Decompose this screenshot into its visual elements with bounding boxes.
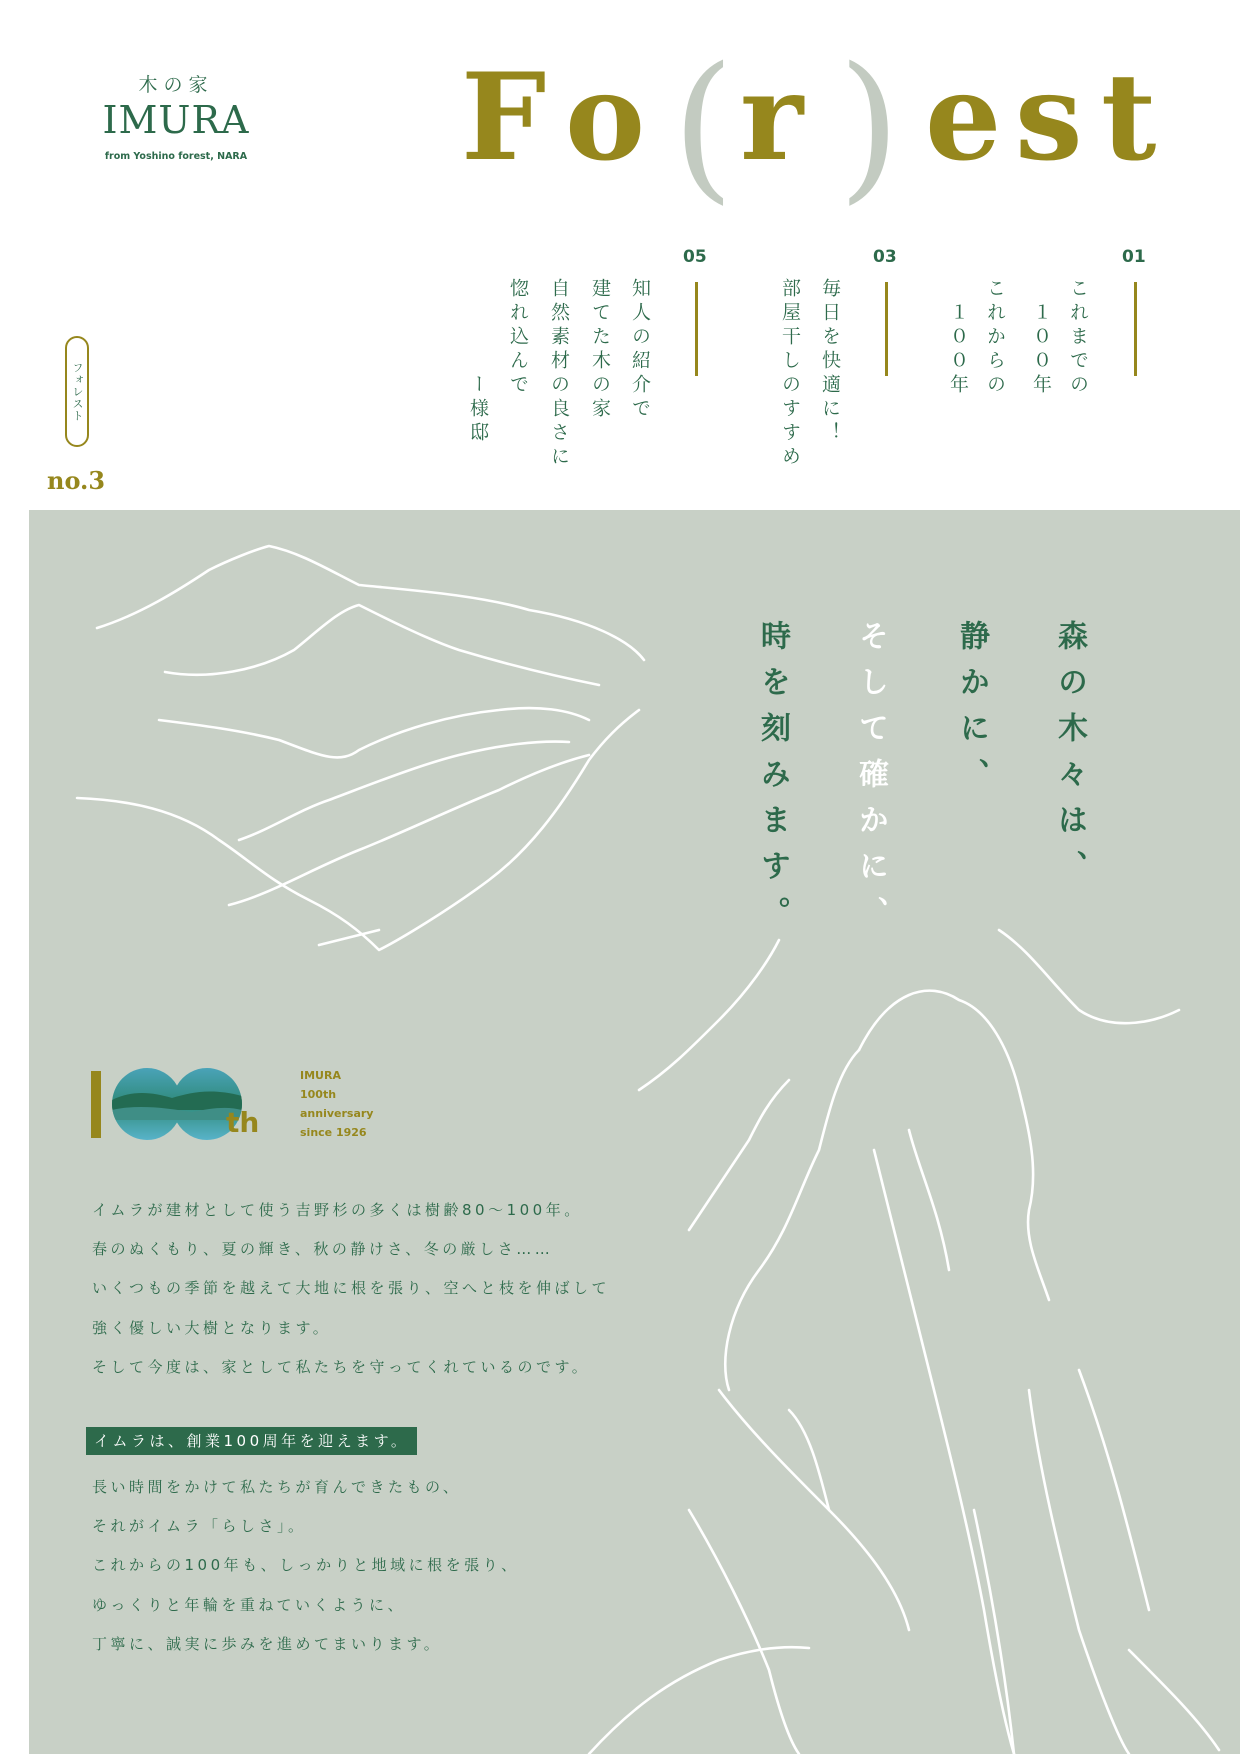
highlight-banner: イムラは、創業100周年を迎えます。 bbox=[86, 1427, 417, 1455]
paragraph2-line-4: ゆっくりと年輪を重ねていくように、 bbox=[92, 1596, 406, 1614]
toc-divider bbox=[885, 282, 888, 376]
toc-02-line-2: １００年 bbox=[947, 278, 969, 398]
masthead-letter-s: s bbox=[1015, 47, 1083, 188]
toc-05-line-5: ー様邸 bbox=[467, 278, 489, 446]
masthead-letter-o: o bbox=[565, 47, 646, 188]
masthead-letter-e: e bbox=[925, 47, 1002, 188]
toc-05-line-3: 自然素材の良さに bbox=[548, 278, 570, 470]
paragraph2-line-1: 長い時間をかけて私たちが育んできたもの、 bbox=[92, 1478, 462, 1496]
paragraph1-line-2: 春のぬくもり、夏の輝き、秋の静けさ、冬の厳しさ…… bbox=[92, 1240, 554, 1258]
badge-th-mark: th bbox=[226, 1106, 260, 1139]
masthead-letter-f: F bbox=[461, 47, 547, 188]
toc-05-line-2: 建てた木の家 bbox=[589, 278, 611, 422]
masthead-letter-r: r bbox=[740, 47, 804, 188]
toc-divider bbox=[695, 282, 698, 376]
toc-03-line-2: 部屋干しのすすめ bbox=[779, 278, 801, 470]
toc-02-line-1: これからの bbox=[984, 278, 1006, 398]
masthead-paren-close: ) bbox=[838, 32, 901, 219]
headline-line-4: 時を刻みます。 bbox=[755, 620, 790, 942]
issue-number: no.3 bbox=[47, 466, 106, 495]
paragraph2-line-5: 丁寧に、誠実に歩みを進めてまいります。 bbox=[92, 1635, 443, 1653]
badge-line-1: IMURA bbox=[300, 1069, 341, 1082]
logo-subtitle: from Yoshino forest, NARA bbox=[104, 151, 248, 162]
badge-digit-one bbox=[91, 1071, 101, 1138]
paragraph1-line-4: 強く優しい大樹となります。 bbox=[92, 1319, 332, 1337]
toc-number-01: 01 bbox=[1122, 247, 1146, 267]
paragraph1-line-3: いくつもの季節を越えて大地に根を張り、空へと枝を伸ばして bbox=[92, 1279, 611, 1297]
badge-line-3: anniversary bbox=[300, 1107, 374, 1120]
badge-line-4: since 1926 bbox=[300, 1126, 367, 1139]
badge-line-2: 100th bbox=[300, 1088, 337, 1101]
toc-05-line-1: 知人の紹介で bbox=[629, 278, 651, 422]
forest-tag: フォレスト bbox=[65, 336, 89, 447]
toc-03-line-1: 毎日を快適に！ bbox=[819, 278, 841, 446]
toc-01-line-2: １００年 bbox=[1030, 278, 1052, 398]
headline-line-1: 森の木々は、 bbox=[1052, 620, 1087, 896]
paragraph2-line-3: これからの100年も、しっかりと地域に根を張り、 bbox=[92, 1556, 520, 1574]
toc-number-03: 03 bbox=[873, 247, 897, 267]
toc-01-line-1: これまでの bbox=[1067, 278, 1089, 398]
badge-text bbox=[300, 1066, 373, 1142]
logo-kanji: 木の家 bbox=[138, 74, 214, 96]
toc-number-05: 05 bbox=[683, 247, 707, 267]
paragraph1-line-5: そして今度は、家として私たちを守ってくれているのです。 bbox=[92, 1358, 591, 1376]
headline-line-3: そして確かに、 bbox=[853, 620, 888, 942]
paragraph2-line-2: それがイムラ「らしさ」。 bbox=[92, 1517, 307, 1535]
badge-zero-zero-icon bbox=[112, 1068, 242, 1140]
masthead-paren-open: ( bbox=[672, 32, 735, 219]
masthead-letter-t: t bbox=[1101, 47, 1157, 188]
toc-divider bbox=[1134, 282, 1137, 376]
logo-name: IMURA bbox=[102, 98, 250, 142]
paragraph1-line-1: イムラが建材として使う吉野杉の多くは樹齢80～100年。 bbox=[92, 1201, 583, 1219]
toc-05-line-4: 惚れ込んで bbox=[507, 278, 529, 398]
headline-line-2: 静かに、 bbox=[954, 620, 989, 804]
